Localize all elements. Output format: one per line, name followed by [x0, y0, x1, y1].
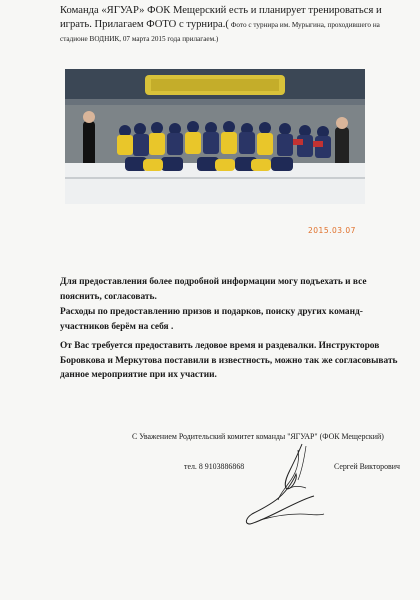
- intro-line-2: играть. Прилагаем ФОТО с турнира.(: [60, 19, 229, 30]
- paragraph-more-info: Для предоставления более подробной информации могу подъехать и все пояснить, согласовать.: [60, 277, 367, 302]
- photo-caption-a: Фото с турнира им. Мурыгина, проходившего на: [228, 21, 380, 29]
- contact-phone: тел. 8 9103886868: [184, 462, 245, 471]
- team-photo: [65, 69, 365, 204]
- signer-name: Сергей Викторович: [334, 462, 400, 471]
- paragraph-request: От Вас требуется предоставить ледовое время и раздевалки. Инструкторов Боровкова и Меркутова поставили в известность, можно так же согласовывать данное мероприятие при их участии.: [60, 341, 398, 380]
- team-photo-illustration: [65, 69, 365, 204]
- photo-caption-b: стадионе ВОДНИК, 07 марта 2015 года прилагаем.): [60, 35, 219, 43]
- paragraph-expenses: Расходы по предоставлению призов и подарков, поиску других команд-участников берём на себя .: [60, 307, 363, 332]
- intro-line-1: Команда «ЯГУАР» ФОК Мещерский есть и планирует тренироваться и: [60, 5, 382, 16]
- handwritten-signature: [240, 440, 340, 545]
- photo-date-stamp: 2015.03.07: [308, 226, 356, 235]
- intro-text: [60, 4, 406, 46]
- closing-line: С Уважением Родительский комитет команды "ЯГУАР" (ФОК Мещерский): [132, 432, 384, 441]
